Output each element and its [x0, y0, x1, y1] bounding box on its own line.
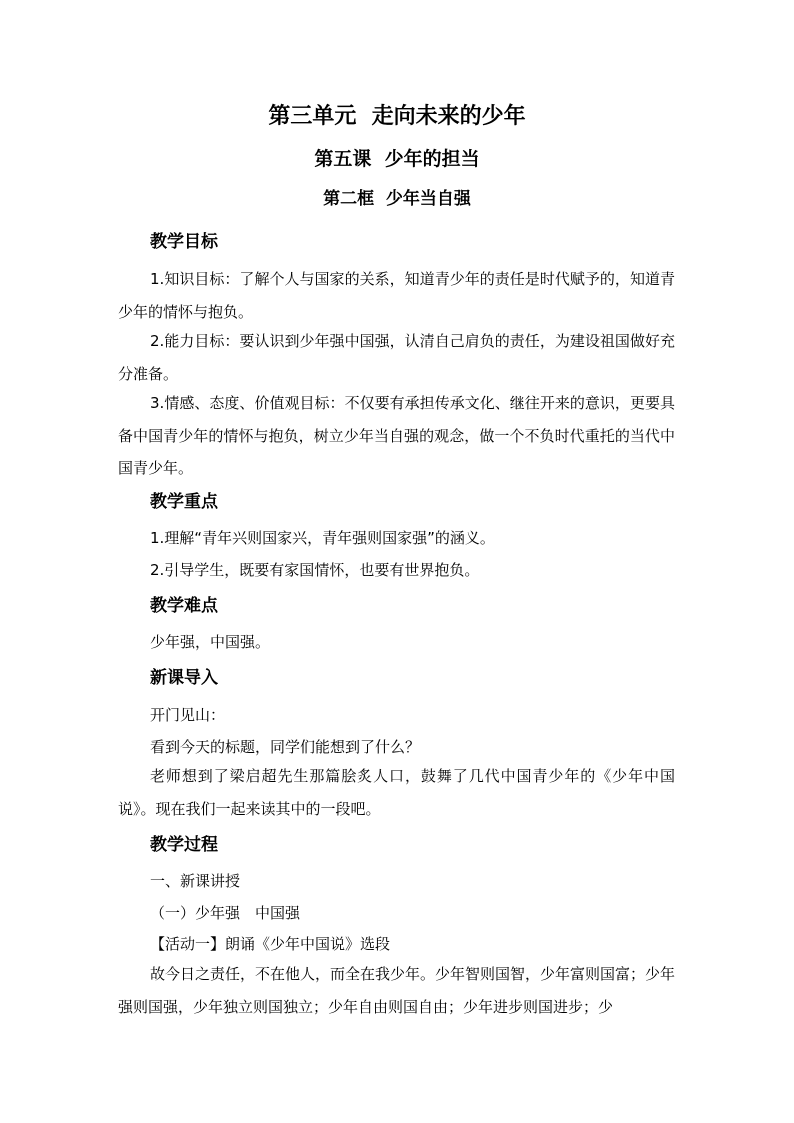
objective-item-3: 3.情感、态度、价值观目标：不仅要有承担传承文化、继往开来的意识，更要具备中国青少年的情怀与抱负，树立少年当自强的观念，做一个不负时代重托的当代中国青少年。	[118, 394, 675, 477]
process-part: 一、新课讲授	[150, 872, 241, 890]
key-point-item-2: 2.引导学生，既要有家国情怀，也要有世界抱负。	[150, 561, 480, 579]
intro-paragraph: 老师想到了梁启超先生那篇脍炙人口，鼓舞了几代中国青少年的《少年中国说》。现在我们一起来读其中的一段吧。	[118, 767, 675, 818]
unit-title: 第三单元 走向未来的少年	[268, 104, 526, 129]
key-point-item-1: 1.理解“青年兴则国家兴，青年强则国家强”的涵义。	[150, 529, 495, 547]
process-subpart: （一）少年强 中国强	[150, 904, 301, 922]
objective-item-1: 1.知识目标：了解个人与国家的关系，知道青少年的责任是时代赋予的，知道青少年的情怀与抱负。	[118, 270, 675, 321]
key-points-heading: 教学重点	[150, 492, 218, 512]
process-heading: 教学过程	[150, 835, 218, 855]
intro-line-2: 看到今天的标题，同学们能想到了什么？	[150, 738, 421, 756]
frame-title: 第二框 少年当自强	[323, 189, 471, 209]
excerpt-paragraph: 故今日之责任，不在他人，而全在我少年。少年智则国智，少年富则国富；少年强则国强，少年独立则国独立；少年自由则国自由；少年进步则国进步；少	[118, 965, 676, 1016]
difficulties-heading: 教学难点	[150, 596, 218, 616]
difficulties-text: 少年强，中国强。	[150, 633, 271, 651]
activity-label: 【活动一】朗诵《少年中国说》选段	[150, 935, 391, 953]
objective-item-2: 2.能力目标：要认识到少年强中国强，认清自己肩负的责任，为建设祖国做好充分准备。	[118, 332, 675, 383]
lesson-title: 第五课 少年的担当	[314, 148, 480, 170]
objectives-heading: 教学目标	[150, 232, 218, 252]
intro-heading: 新课导入	[150, 668, 218, 688]
intro-line-1: 开门见山：	[150, 706, 226, 724]
